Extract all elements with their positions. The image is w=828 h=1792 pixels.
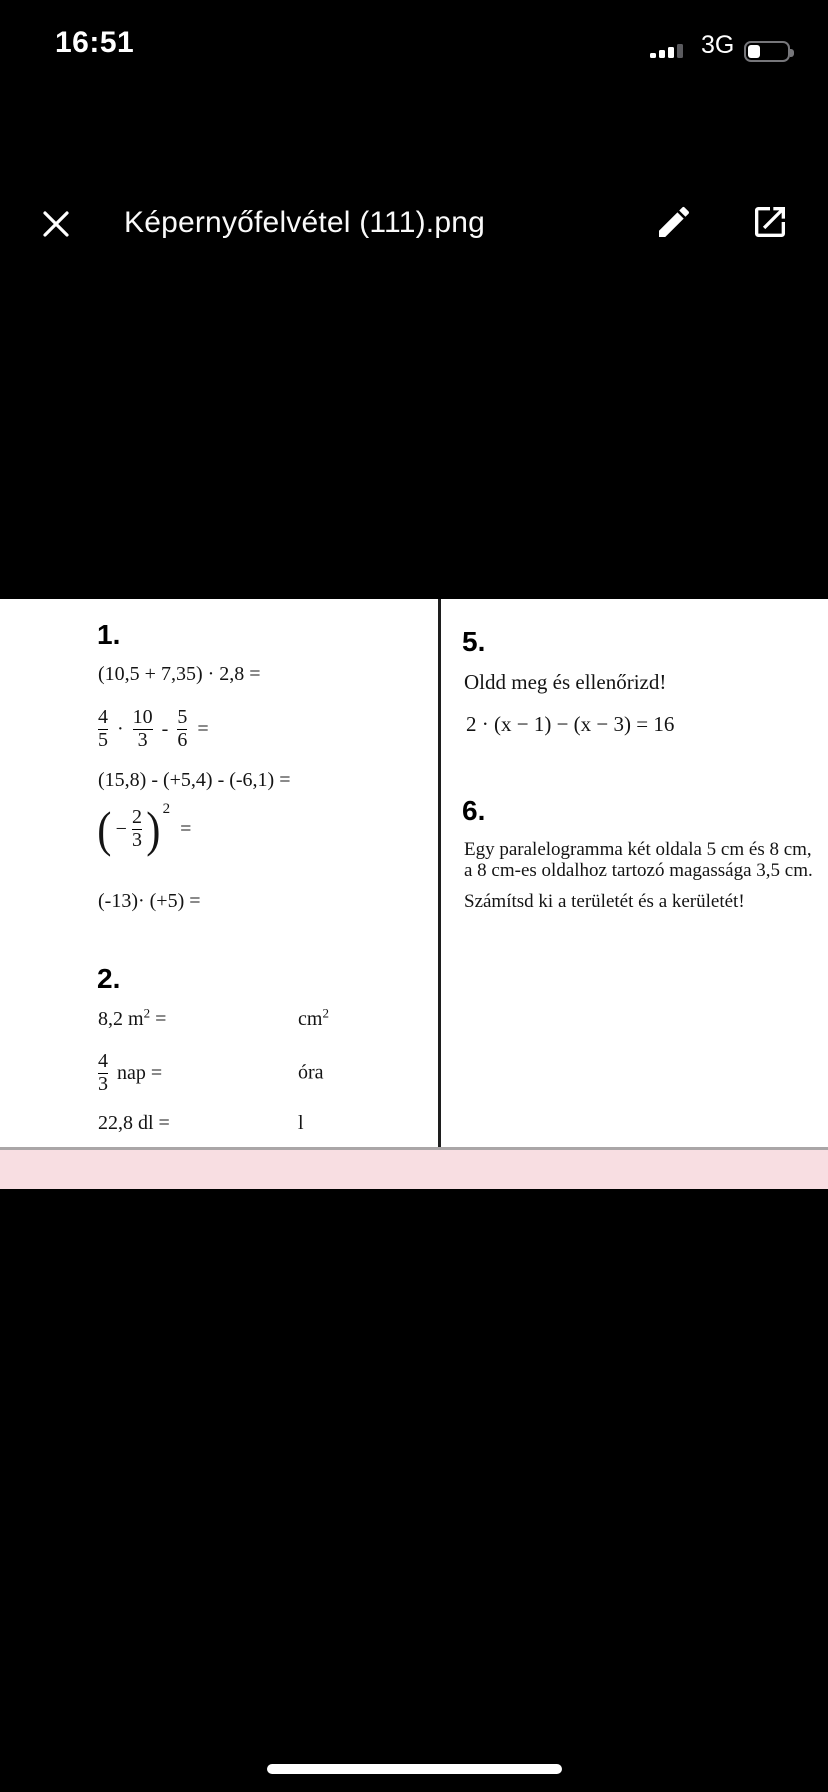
problem-1-power-expression	[96, 801, 192, 857]
home-indicator[interactable]	[267, 1764, 562, 1774]
problem-2-number: 2.	[97, 963, 121, 994]
open-in-new-icon	[750, 202, 790, 242]
fraction: $\frac{4}{5}$	[98, 706, 108, 751]
fraction: $\frac{5}{6}$	[177, 706, 188, 751]
problem-6-number: 6.	[462, 795, 486, 826]
open-paren: (	[97, 801, 112, 857]
problem-2-row-2	[98, 1051, 418, 1095]
conversion-left: nap =	[117, 1061, 163, 1084]
file-title: Képernyőfelvétel (111).png	[124, 206, 485, 239]
network-type-label: 3G	[701, 31, 735, 59]
problem-1-line-3: (15,8) - (+5,4) - (-6,1) =	[98, 769, 291, 791]
battery-nub	[790, 49, 794, 57]
problem-1-line-5: (-13)· (+5) =	[98, 890, 201, 912]
fraction: $\frac{4}{3}$	[98, 1050, 108, 1095]
open-in-new-button[interactable]	[750, 202, 790, 242]
problem-6-question: Számítsd ki a területét és a kerületét!	[464, 891, 745, 912]
edit-button[interactable]	[654, 202, 694, 242]
worksheet-pink-strip	[0, 1147, 828, 1189]
problem-2-row-1	[98, 1005, 418, 1031]
problem-5-number: 5.	[462, 626, 486, 657]
signal-bar	[668, 47, 674, 58]
minus-sign: −	[115, 818, 127, 840]
problem-6-body: Egy paralelogramma két oldala 5 cm és 8 cm, a 8 cm-es oldalhoz tartozó magassága 3,5 cm.	[464, 839, 813, 881]
equals-sign: =	[197, 717, 209, 740]
minus-operator: -	[161, 717, 169, 740]
close-button[interactable]	[38, 206, 74, 242]
conversion-left: 8,2 $m^2$ =	[98, 1005, 167, 1030]
problem-5-instruction: Oldd meg és ellenőrizd!	[464, 670, 667, 694]
battery-fill	[748, 45, 760, 58]
signal-bar	[677, 44, 683, 58]
close-icon	[38, 206, 74, 242]
column-divider	[438, 599, 441, 1147]
problem-2-row-3	[98, 1112, 418, 1135]
multiply-operator: ·	[117, 717, 124, 740]
close-paren: )	[146, 801, 161, 857]
problem-1-fraction-expression	[98, 707, 209, 751]
conversion-unit: l	[298, 1112, 304, 1134]
status-bar	[0, 0, 828, 88]
exponent: 2	[162, 801, 171, 817]
problem-5-equation: 2 · (x − 1) − (x − 3) = 16	[466, 712, 675, 736]
edit-pencil-icon	[654, 202, 694, 242]
clock: 16:51	[55, 26, 135, 59]
fraction: $\frac{2}{3}$	[131, 806, 142, 851]
photo-viewer-header	[0, 96, 828, 239]
fraction: $\frac{10}{3}$	[132, 706, 153, 751]
conversion-unit: óra	[298, 1061, 324, 1084]
signal-bar	[659, 50, 665, 58]
problem-1-line-1: (10,5 + 7,35) · 2,8 =	[98, 663, 261, 685]
equals-sign: =	[180, 818, 192, 840]
battery-icon	[744, 41, 790, 62]
cellular-signal-icon	[650, 44, 683, 58]
worksheet-image[interactable]	[0, 599, 828, 1147]
conversion-left: 22,8 dl =	[98, 1112, 170, 1134]
problem-1-number: 1.	[97, 619, 121, 650]
conversion-unit: $cm^2$	[298, 1005, 329, 1030]
signal-bar	[650, 53, 656, 58]
